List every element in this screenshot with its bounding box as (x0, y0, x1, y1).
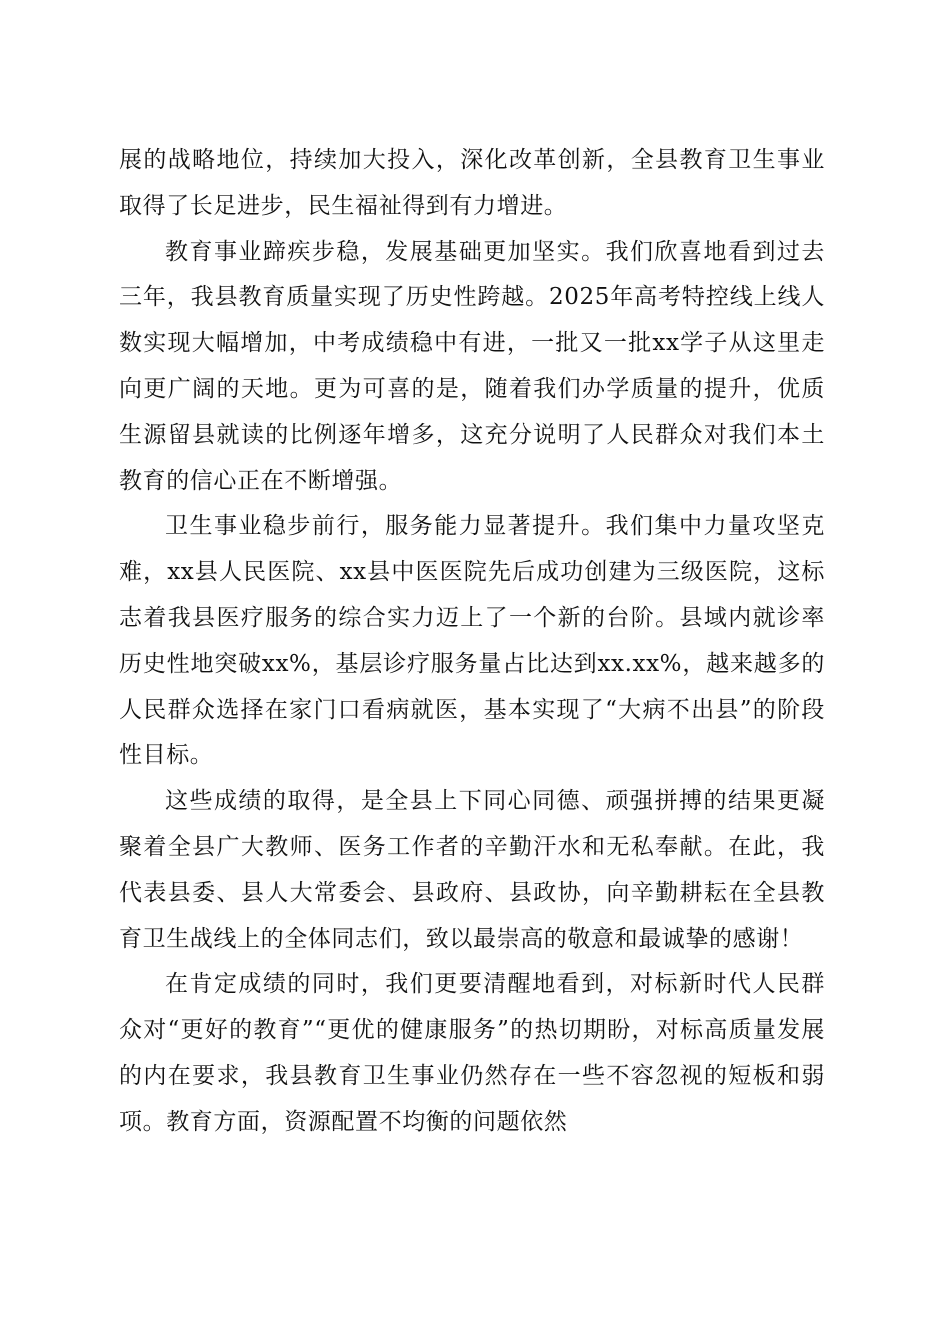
paragraph-education-progress: 教育事业蹄疾步稳，发展基础更加坚实。我们欣喜地看到过去三年，我县教育质量实现了历史性跨越。2025年高考特控线上线人数实现大幅增加，中考成绩稳中有进，一批又一批xx学子从这里走向更广阔的天地。更为可喜的是，随着我们办学质量的提升，优质生源留县就读的比例逐年增多，这充分说明了人民群众对我们本土教育的信心正在不断增强。 (119, 238, 825, 494)
paragraph-acknowledgement: 这些成绩的取得，是全县上下同心同德、顽强拼搏的结果更凝聚着全县广大教师、医务工作者的辛勤汗水和无私奉献。在此，我代表县委、县人大常委会、县政府、县政协，向辛勤耕耘在全县教育卫生战线上的全体同志们，致以最崇高的敬意和最诚挚的感谢！ (119, 788, 825, 952)
paragraph-health-progress: 卫生事业稳步前行，服务能力显著提升。我们集中力量攻坚克难，xx县人民医院、xx县中医医院先后成功创建为三级医院，这标志着我县医疗服务的综合实力迈上了一个新的台阶。县域内就诊率历史性地突破xx%，基层诊疗服务量占比达到xx.xx%，越来越多的人民群众选择在家门口看病就医，基本实现了“大病不出县”的阶段性目标。 (119, 513, 825, 769)
document-body (119, 138, 825, 1146)
paragraph-shortcomings: 在肯定成绩的同时，我们更要清醒地看到，对标新时代人民群众对“更好的教育”“更优的健康服务”的热切期盼，对标高质量发展的内在要求，我县教育卫生事业仍然存在一些不容忽视的短板和弱项。教育方面，资源配置不均衡的问题依然 (119, 971, 825, 1135)
paragraph-continuation: 展的战略地位，持续加大投入，深化改革创新，全县教育卫生事业取得了长足进步，民生福祉得到有力增进。 (119, 147, 825, 219)
